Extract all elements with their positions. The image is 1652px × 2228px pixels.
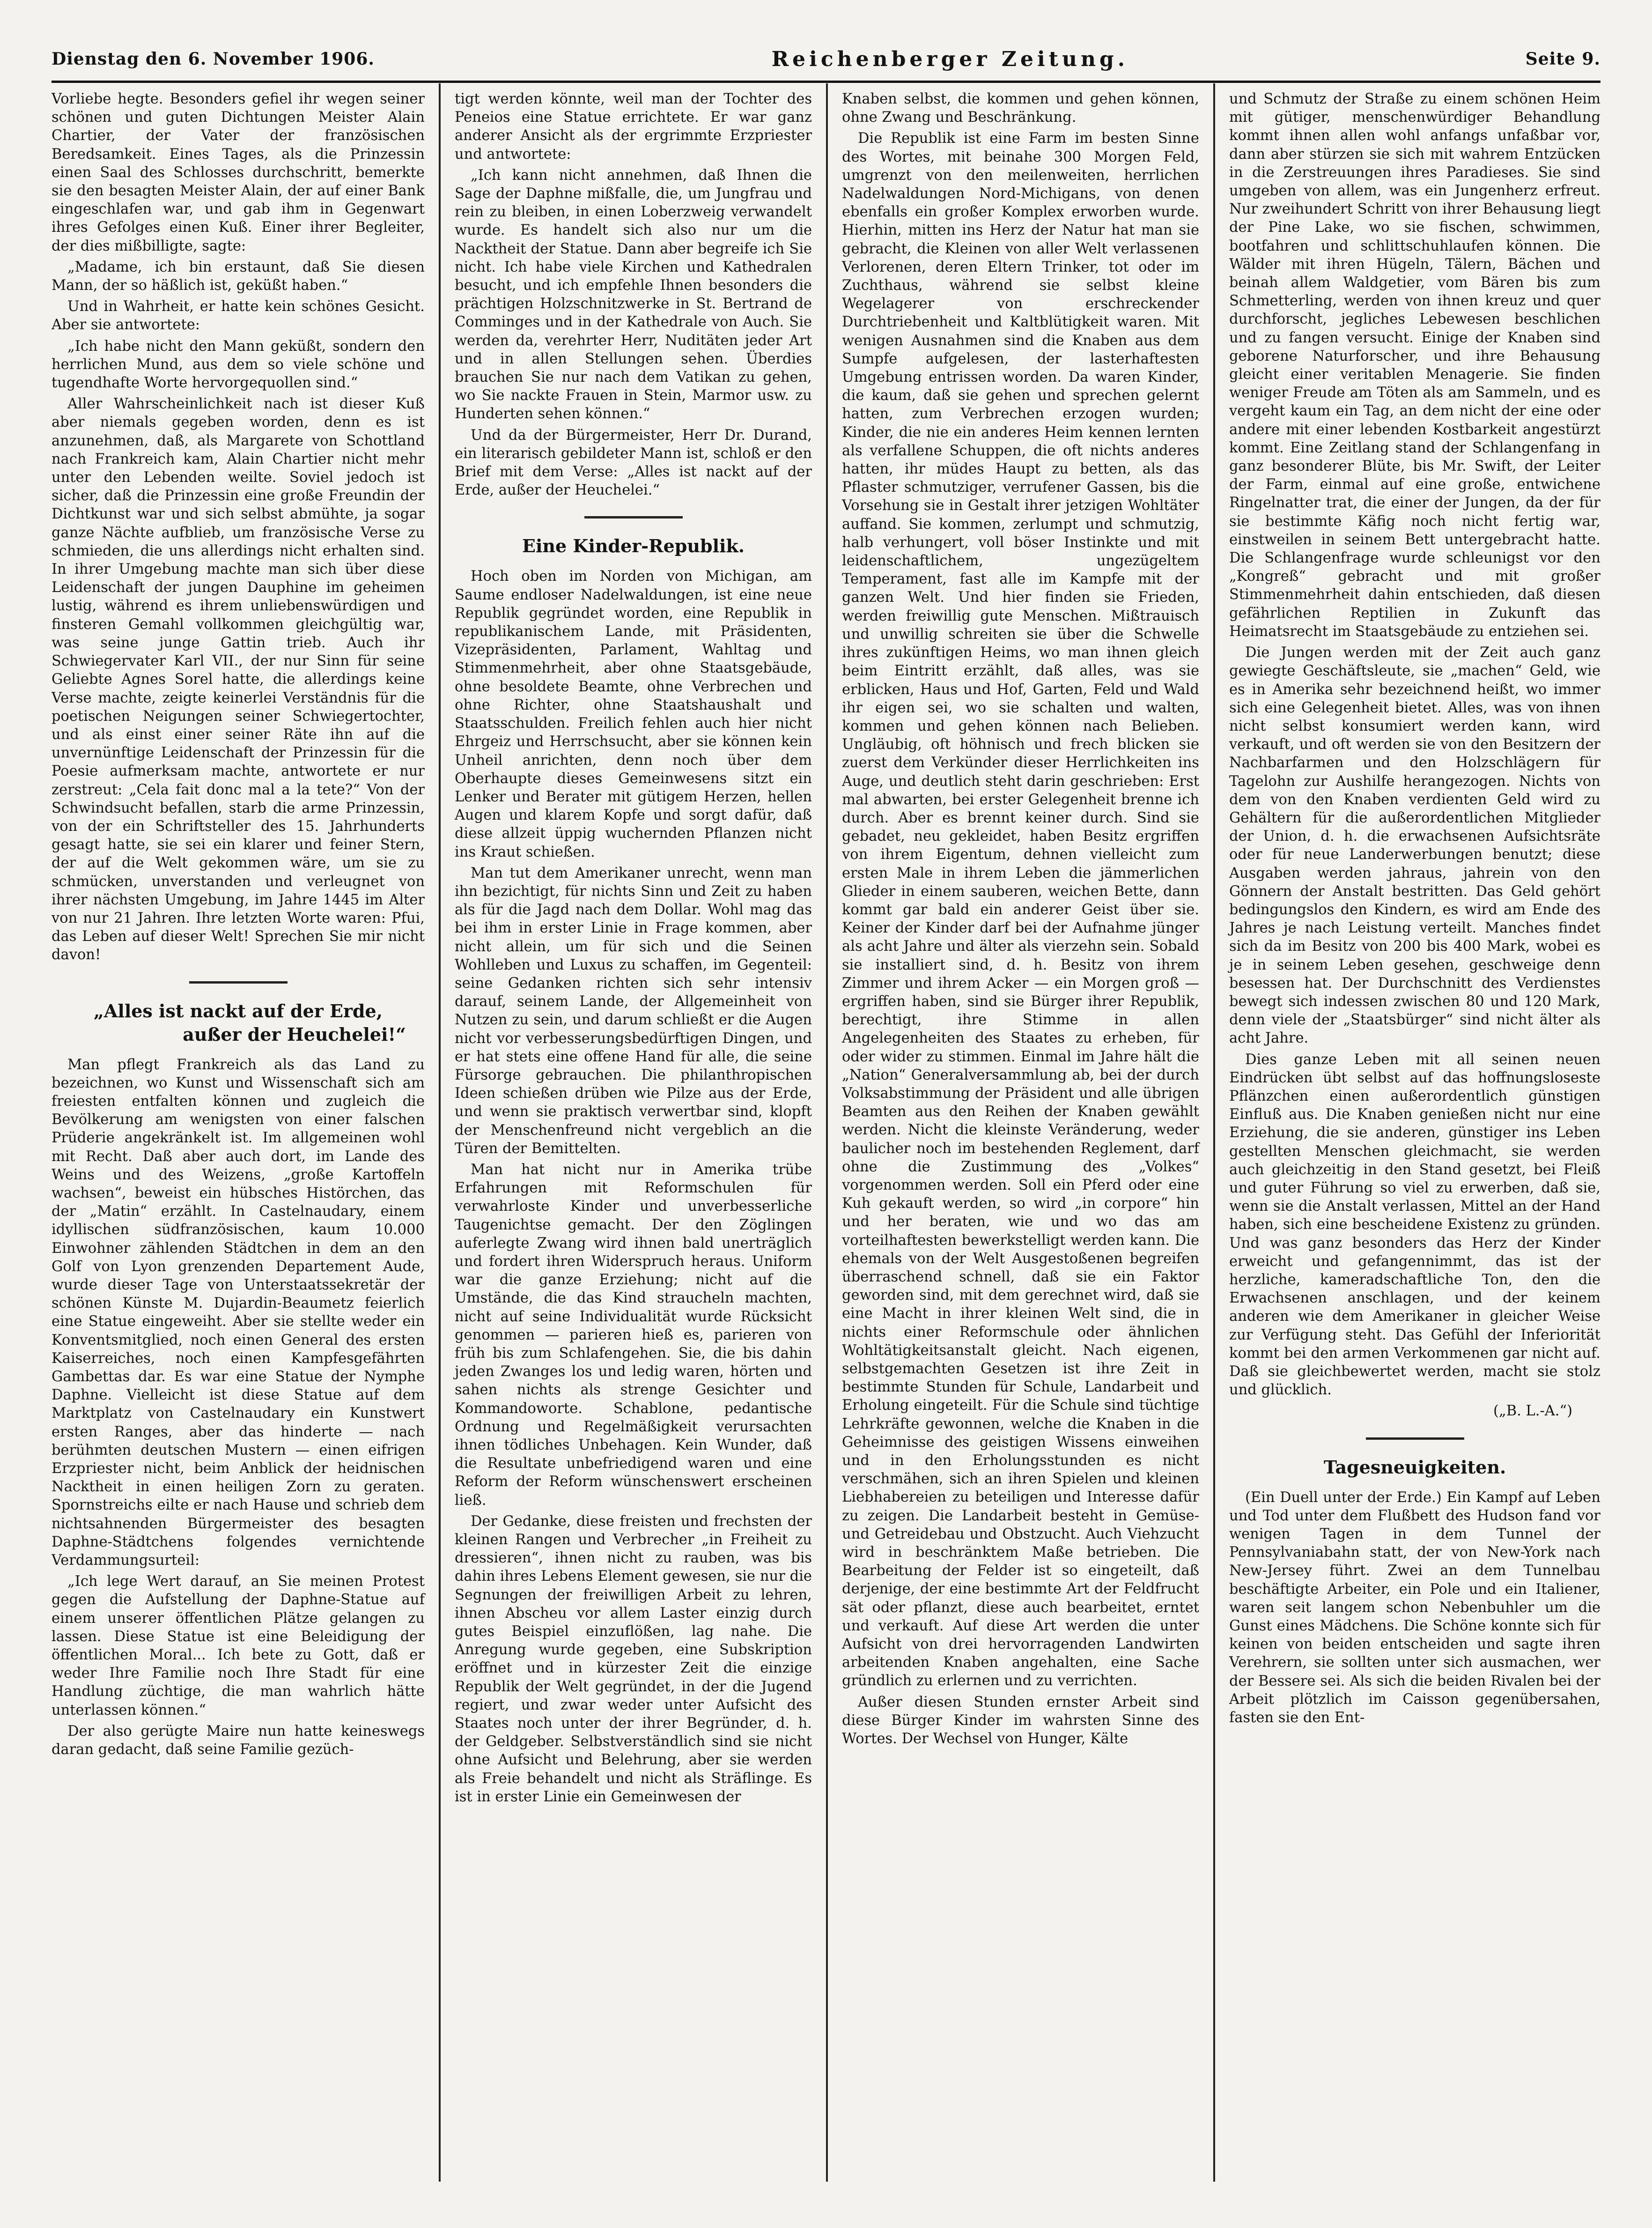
paragraph: Die Jungen werden mit der Zeit auch ganz gewiegte Geschäftsleute, sie „machen“ Geld, wie es in Amerika sehr bezeichnend heißt, wo immer sich eine Gelegenheit bietet. Alles, was von ihnen nicht selbst konsumiert werden kann, wird verkauft, und oft werden sie von den Besitzern der Nachbarfarmen und den Holzschlägern für Tagelohn zur Aushilfe herangezogen. Nichts von dem von den Knaben verdienten Geld wird zu Gehältern für die außerordentlichen Mitglieder der Union, d. h. die erwachsenen Aufsichtsräte oder für neue Landerwerbungen benutzt; diese Ausgaben werden jahraus, jahrein von den Gönnern der Anstalt bestritten. Das Geld gehört bedingungslos den Kindern, es wird am Ende des Jahres je nach Leistung verteilt. Manches findet sich da im Besitz von 200 bis 400 Mark, wobei es je in seinem Leben gesehen, geschweige denn besessen hat. Der Durchschnitt des Verdienstes bewegt sich indessen zwischen 80 und 120 Mark, denn viele der „Staatsbürger“ sind nicht älter als acht Jahre. (1229, 644, 1600, 1047)
newspaper-title: Reichenberger Zeitung. (771, 47, 1129, 71)
paragraph: Die Republik ist eine Farm im besten Sinne des Wortes, mit beinahe 300 Morgen Feld, umgrenzt von den meilenweiten, herrlichen Nadelwaldungen Nord-Michigans, von denen ebenfalls ein großer Komplex erworben wurde. Hierhin, mitten ins Herz der Natur hat man sie gebracht, die Kleinen von aller Welt verlassenen Verlorenen, deren Eltern Trinker, tot oder im Zuchthaus, während sie selbst kleine Wegelagerer von erschreckender Durchtriebenheit und Kaltblütigkeit waren. Mit wenigen Ausnahmen sind die Knaben aus dem Sumpfe aufgelesen, der lasterhaftesten Umgebung entrissen worden. Da waren Kinder, die kaum, daß sie gehen und sprechen gelernt hatten, zum Verbrechen erzogen wurden; Kinder, die nie ein anderes Heim kennen lernten als verfallene Schuppen, die oft nichts anderes hatten, ihr müdes Haupt zu betten, als das Pflaster schmutziger, verrufener Gassen, bis die Vorsehung sie in Gestalt ihrer jetzigen Wohltäter auffand. Sie kommen, zerlumpt und schmutzig, halb verhungert, voll böser Instinkte und mit leidenschaftlichem, ungezügeltem Temperament, fast alle im Kampfe mit der ganzen Welt. Und hier finden sie Frieden, werden freiwillig gute Menschen. Mißtrauisch und unwillig schreiten sie über die Schwelle ihres zukünftigen Heims, wo man ihnen gleich beim Eintritt erzählt, daß alles, was sie erblicken, Haus und Hof, Garten, Feld und Wald ihr eigen sei, wo sie schalten und walten, kommen und gehen können nach Belieben. Ungläubig, oft höhnisch und frech blicken sie zuerst dem Verkünder dieser Herrlichkeiten ins Auge, und deutlich steht darin geschrieben: Erst mal abwarten, bei erster Gelegenheit brenne ich durch. Aber es brennt keiner durch. Sind sie gebadet, neu gekleidet, haben Besitz ergriffen von ihrem Eigentum, dehnen vielleicht zum ersten Male in ihrem Leben die jämmerlichen Glieder in einem sauberen, weichen Bette, dann kommt gar bald ein anderer Geist über sie. Keiner der Kinder darf bei der Aufnahme jünger als acht Jahre und älter als vierzehn sein. Sobald sie installiert sind, d. h. Besitz von ihrem Zimmer und ihrem Acker — ein Morgen groß — ergriffen haben, sind sie Bürger ihrer Republik, berechtigt, ihre Stimme in allen Angelegenheiten des Staates zu erheben, für oder wider zu stimmen. Einmal im Jahre hält die „Nation“ Generalversammlung ab, bei der durch Volksabstimmung der Präsident und alle übrigen Beamten aus den Reihen der Knaben gewählt werden. Nicht die kleinste Veränderung, weder baulicher noch im bestehenden Reglement, darf ohne die Zustimmung des „Volkes“ vorgenommen werden. Soll ein Pferd oder eine Kuh gekauft werden, so wird „in corpore“ hin und her beraten, wie und wo das am vorteilhaftesten bewerkstelligt werden kann. Die ehemals von der Welt Ausgestoßenen begreifen überraschend schnell, daß sie ein Faktor geworden sind, mit dem gerechnet wird, daß sie eine Macht in ihrer kleinen Welt sind, die in nichts einer Reformschule oder ähnlichen Wohltätigkeitsanstalt gleicht. Nach eigenen, selbstgemachten Gesetzen ist ihre Zeit in bestimmte Stunden für Schule, Landarbeit und Erholung eingeteilt. Für die Schule sind tüchtige Lehrkräfte gewonnen, welche die Knaben in die Geheimnisse des geistigen Wissens einweihen und in den Erholungsstunden es nicht verschmähen, sich an ihren Spielen und kleinen Liebhabereien zu beteiligen und Interesse dafür zu zeigen. Die Landarbeit besteht in Gemüse- und Getreidebau und Obstzucht. Auch Viehzucht wird in beschränktem Maße betrieben. Die Bearbeitung der Felder ist so eingeteilt, daß derjenige, der eine bestimmte Art der Feldfrucht sät oder pflanzt, diese auch bearbeitet, erntet und verkauft. Auf diese Art werden die unter Aufsicht von drei hervorragenden Landwirten arbeitenden Knaben angehalten, eine Sache gründlich zu erlernen und zu verrichten. (842, 130, 1199, 1689)
paragraph: und Schmutz der Straße zu einem schönen Heim mit gütiger, menschenwürdiger Behandlung kommt ihnen allen wohl anfangs unfaßbar vor, dann aber stürzen sie sich mit wahrem Entzücken in die Zerstreuungen ihres Paradieses. Sie sind umgeben von allem, was ein Jungenherz erfreut. Nur zweihundert Schritt von ihrer Behausung liegt der Pine Lake, wo sie fischen, schwimmen, bootfahren und schlittschuhlaufen können. Die Wälder mit ihren Hügeln, Tälern, Bächen und beinah allem Waldgetier, vom Bären bis zum Schmetterling, werden von ihnen kreuz und quer durchforscht, jegliches Lebewesen beschlichen und zu fangen versucht. Einige der Knaben sind geborene Naturforscher, und ihre Behausung gleicht einer veritablen Menagerie. Sie finden weniger Freude am Töten als am Sammeln, und es vergeht kaum ein Tag, an dem nicht der eine oder andere mit einer lebenden Kostbarkeit angestürzt kommt. Eine Zeitlang stand der Schlangenfang in ganz besonderer Blüte, bis Mr. Swift, der Leiter der Farm, einmal auf eine große, entwichene Ringelnatter trat, die einer der Jungen, da der für sie bestimmte Käfig noch nicht fertig war, einstweilen in seinem Bett untergebracht hatte. Die Schlangenfrage wurde schleunigst vor den „Kongreß“ gebracht und mit großer Stimmenmehrheit dahin entschieden, daß diesen gefährlichen Reptilien in Zukunft das Heimatsrecht im Staatsgebäude zu entziehen sei. (1229, 91, 1600, 640)
article-heading (52, 999, 425, 1046)
article-heading: Eine Kinder-Republik. (522, 535, 745, 557)
paragraph: Außer diesen Stunden ernster Arbeit sind diese Bürger Kinder im wahrsten Sinne des Wortes. Der Wechsel von Hunger, Kälte (842, 1694, 1199, 1747)
paragraph: Der Gedanke, diese freisten und frechsten der kleinen Rangen und Verbrecher „in Freiheit zu dressieren“, ihnen nicht zu rauben, was bis dahin ihres Lebens Element gewesen, sie nur die Segnungen der freiwilligen Arbeit zu lehren, ihnen Abscheu vor allem Laster einzig durch gutes Beispiel einzuflößen, lag nahe. Die Anregung wurde gegeben, eine Subskription eröffnet und in kürzester Zeit die einzige Republik der Welt gegründet, in der die Jugend regiert, und zwar weder unter Aufsicht des Staates noch unter der ihrer Begründer, d. h. der Geldgeber. Selbstverständlich sind sie nicht ohne Aufsicht und Belehrung, aber sie werden als Freie behandelt und nicht als Sträflinge. Es ist in erster Linie ein Gemeinwesen der (455, 1513, 812, 1805)
paragraph: tigt werden könnte, weil man der Tochter des Peneios eine Statue errichtete. Er war ganz anderer Ansicht als der ergrimmte Erzpriester und antwortete: (455, 91, 812, 163)
paragraph: Aller Wahrscheinlichkeit nach ist dieser Kuß aber niemals gegeben worden, denn es ist anzunehmen, daß, als Margarete von Schottland nach Frankreich kam, Alain Chartier nicht mehr unter den Lebenden weilte. Soviel jedoch ist sicher, daß die Prinzessin eine große Freundin der Dichtkunst war und sich selbst abmühte, ja sogar ganze Nächte aufblieb, um französische Verse zu schmieden, die uns allerdings nicht erhalten sind. In ihrer Umgebung machte man sich über diese Leidenschaft der jungen Dauphine im geheimen lustig, während es ihrem unliebenswürdigen und finsteren Gemahl vollkommen gleichgültig war, was seine junge Gattin trieb. Auch ihr Schwiegervater Karl VII., der nur Sinn für seine Geliebte Agnes Sorel hatte, die allerdings keine Verse machte, zeigte keinerlei Verständnis für die poetischen Neigungen seiner Schwiegertochter, und als einst einer seiner Räte ihn auf die unvernünftige Leidenschaft der Prinzessin für die Poesie aufmerksam machte, antwortete er nur zerstreut: „Cela fait donc mal a la tete?“ Von der Schwindsucht befallen, starb die arme Prinzessin, von der ein Schriftsteller des 15. Jahrhunderts gesagt hatte, sie sei ein klarer und feiner Stern, der auf die Welt gekommen wäre, um sie zu schmücken, unverstanden und verleugnet von ihrer nächsten Umgebung, im Jahre 1445 im Alter von nur 21 Jahren. Ihre letzten Worte waren: Pfui, das Leben auf dieser Welt! Sprechen Sie mir nicht davon! (52, 396, 425, 963)
column-3 (826, 83, 1213, 2182)
issue-date: Dienstag den 6. November 1906. (52, 49, 375, 69)
paragraph: „Ich kann nicht annehmen, daß Ihnen die Sage der Daphne mißfalle, die, um Jungfrau und rein zu bleiben, in einen Loberzweig verwandelt wurde. Es handelt sich also nur um die Nacktheit der Statue. Dann aber begreife ich Sie nicht. Ich habe viele Kirchen und Kathedralen besucht, und ich empfehle Ihnen besonders die prächtigen Holzschnitzwerke in St. Bertrand de Comminges und in der Kathedrale von Auch. Sie werden da, verehrter Herr, Nuditäten jeder Art und in allen Stellungen sehen. Überdies brauchen Sie nur nach dem Vatikan zu gehen, wo Sie nackte Frauen in Stein, Marmor usw. zu Hunderten sehen können.“ (455, 167, 812, 422)
page-number: Seite 9. (1525, 49, 1600, 69)
heading-line-1: „Alles ist nackt auf der Erde, (94, 1000, 383, 1021)
paragraph: „Ich habe nicht den Mann geküßt, sondern den herrlichen Mund, aus dem so viele schöne und tugendhafte Worte hervorgequollen sind.“ (52, 338, 425, 392)
text-columns (52, 83, 1600, 2182)
section-divider (189, 981, 288, 984)
column-4 (1213, 83, 1600, 2182)
heading-line-2: außer der Heuchelei!“ (183, 1023, 406, 1045)
paragraph: „Ich lege Wert darauf, an Sie meinen Protest gegen die Aufstellung der Daphne-Statue auf einem unserer öffentlichen Plätze gelangen zu lassen. Diese Statue ist eine Beleidigung der öffentlichen Moral... Ich bete zu Gott, daß er weder Ihre Familie noch Ihre Stadt für eine Handlung züchtige, die man wahrlich hätte unterlassen können.“ (52, 1573, 425, 1718)
paragraph: Man hat nicht nur in Amerika trübe Erfahrungen mit Reformschulen für verwahrloste Kinder und unverbesserliche Taugenichtse gemacht. Der den Zöglingen auferlegte Zwang wird ihnen bald unerträglich und fordert ihren Widerspruch heraus. Uniform war die ganze Erziehung; nicht auf die Umstände, die das Kind straucheln machten, nicht auf seine Individualität wurde Rücksicht genommen — parieren hieß es, parieren von früh bis zum Schlafengehen. Sie, die bis dahin jeden Zwanges los und ledig waren, hörten und sahen nichts als strenge Gesichter und Kommandoworte. Schablone, pedantische Ordnung und Regelmäßigkeit verursachten ihnen tödliches Unbehagen. Kein Wunder, daß die Resultate unbefriedigend waren und eine Reform der Reform wünschenswert erscheinen ließ. (455, 1161, 812, 1509)
paragraph: Und in Wahrheit, er hatte kein schönes Gesicht. Aber sie antwortete: (52, 298, 425, 333)
paragraph: Man pflegt Frankreich als das Land zu bezeichnen, wo Kunst und Wissenschaft sich am freiesten entfalten können und zugleich die Bevölkerung am wenigsten von einer falschen Prüderie angekränkelt ist. Im allgemeinen wohl mit Recht. Daß aber auch dort, im Lande des Weins und des Weizens, „große Kartoffeln wachsen“, beweist ein hübsches Histörchen, das der „Matin“ erzählt. In Castelnaudary, einem idyllischen südfranzösischen, kaum 10.000 Einwohner zählenden Städtchen in dem an den Golf von Lyon grenzenden Departement Aude, wurde dieser Tage von Unterstaatssekretär der schönen Künste M. Dujardin-Beaumetz feierlich eine Statue eingeweiht. Aber sie stellte weder ein Konventsmitglied, noch einen General des ersten Kaiserreiches, noch einen Kampfesgefährten Gambettas dar. Es war eine Statue der Nymphe Daphne. Vielleicht ist diese Statue auf dem Marktplatz von Castelnaudary ein Kunstwert ersten Ranges, aber das hinderte — nach berühmten deutschen Mustern — einen eifrigen Erzpriester nicht, beim Anblick der heidnischen Nacktheit in einen heiligen Zorn zu geraten. Spornstreichs eilte er nach Hause und schrieb dem nichtsahnenden Bürgermeister des besagten Daphne-Städtchens folgendes vernichtende Verdammungsurteil: (52, 1056, 425, 1569)
paragraph: Der also gerügte Maire nun hatte keineswegs daran gedacht, daß seine Familie gezüch- (52, 1723, 425, 1758)
paragraph: Knaben selbst, die kommen und gehen können, ohne Zwang und Beschränkung. (842, 91, 1199, 126)
section-heading: Tagesneuigkeiten. (1323, 1456, 1506, 1478)
section-divider (1366, 1437, 1464, 1440)
paragraph: Man tut dem Amerikaner unrecht, wenn man ihn bezichtigt, für nichts Sinn und Zeit zu haben als für die Jagd nach dem Dollar. Wohl mag das bei ihm in erster Linie in Frage kommen, aber nicht allein, um für sich und die Seinen Wohlleben und Luxus zu schaffen, im Gegenteil: seine Gedanken richten sich sehr intensiv darauf, seinem Lande, der Allgemeinheit von Nutzen zu sein, und darum schließt er die Augen nicht vor verbesserungsbedürftigen Dingen, und er hat stets eine offene Hand für alle, die seine Fürsorge gebrauchen. Die philanthropischen Ideen schießen drüben wie Pilze aus der Erde, und wenn sie praktisch verwertbar sind, klopft der Menschenfreund nicht vergeblich an die Türen der Bemittelten. (455, 865, 812, 1157)
paragraph: Hoch oben im Norden von Michigan, am Saume endloser Nadelwaldungen, ist eine neue Republik gegründet worden, eine Republik in republikanischem Lande, mit Präsidenten, Vizepräsidenten, Parlament, Wahltag und Stimmenmehrheit, aber ohne Staatsgebäude, ohne besoldete Beamte, ohne Verbrechen und ohne Richter, ohne Staatshaushalt und Staatsschulden. Freilich fehlen auch hier nicht Ehrgeiz und Herrschsucht, aber sie können kein Unheil anrichten, denn noch über dem Oberhaupte dieses Gemeinwesens sitzt ein Lenker und Berater mit gütigem Herzen, hellen Augen und klarem Kopfe und sorgt dafür, daß diese allzeit üppig wuchernden Pflanzen nicht ins Kraut schießen. (455, 568, 812, 860)
page-header (52, 37, 1600, 83)
column-1 (52, 83, 439, 2182)
source-credit: („B. L.-A.“) (1493, 1403, 1572, 1420)
paragraph: (Ein Duell unter der Erde.) Ein Kampf auf Leben und Tod unter dem Flußbett des Hudson fand vor wenigen Tagen in dem Tunnel der Pennsylvaniabahn statt, der von New-York nach New-Jersey führt. Zwei an dem Tunnelbau beschäftigte Arbeiter, ein Pole und ein Italiener, waren seit langem schon Nebenbuhler um die Gunst eines Mädchens. Die Schöne konnte sich für keinen von beiden entscheiden und sagte ihren Verehrern, sie sollten unter sich ausmachen, wer der Bessere sei. Als sich die beiden Rivalen bei der Arbeit plötzlich im Caisson gegenübersahen, fasten sie den Ent- (1229, 1489, 1600, 1726)
column-2 (439, 83, 826, 2182)
paragraph: Vorliebe hegte. Besonders gefiel ihr wegen seiner schönen und guten Dichtungen Meister Alain Chartier, der Vater der französischen Beredsamkeit. Eines Tages, als die Prinzessin einen Saal des Schlosses durchschritt, bemerkte sie den besagten Meister Alain, der auf einer Bank eingeschlafen war, und gab ihm in Gegenwart ihres Gefolges einen Kuß. Einer ihrer Begleiter, der dies mißbilligte, sagte: (52, 91, 425, 254)
section-divider (584, 516, 683, 518)
paragraph: „Madame, ich bin erstaunt, daß Sie diesen Mann, der so häßlich ist, geküßt haben.“ (52, 259, 425, 294)
paragraph: Dies ganze Leben mit all seinen neuen Eindrücken übt selbst auf das hoffnungsloseste Pflänzchen einen außerordentlich günstigen Einfluß aus. Die Knaben genießen nicht nur eine Erziehung, die sie anderen, günstiger ins Leben gestellten Menschen gleichmacht, sie werden auch gleichzeitig in den Stand gesetzt, bei Fleiß und guter Führung so viel zu erwerben, daß sie, wenn sie die Anstalt verlassen, Mittel an der Hand haben, sich eine bescheidene Existenz zu gründen. Und was ganz besonders das Herz der Kinder erweicht und gefangennimmt, das ist der herzliche, kameradschaftliche Ton, den die Erwachsenen anschlagen, und der keinem anderen wie dem Amerikaner in gleicher Weise zur Verfügung steht. Das Gefühl der Inferiorität kommt bei den armen Verkommenen gar nicht auf. Daß sie gleichbewertet werden, macht sie stolz und glücklich. (1229, 1051, 1600, 1399)
paragraph: Und da der Bürgermeister, Herr Dr. Durand, ein literarisch gebildeter Mann ist, schloß er den Brief mit dem Verse: „Alles ist nackt auf der Erde, außer der Heuchelei.“ (455, 427, 812, 499)
